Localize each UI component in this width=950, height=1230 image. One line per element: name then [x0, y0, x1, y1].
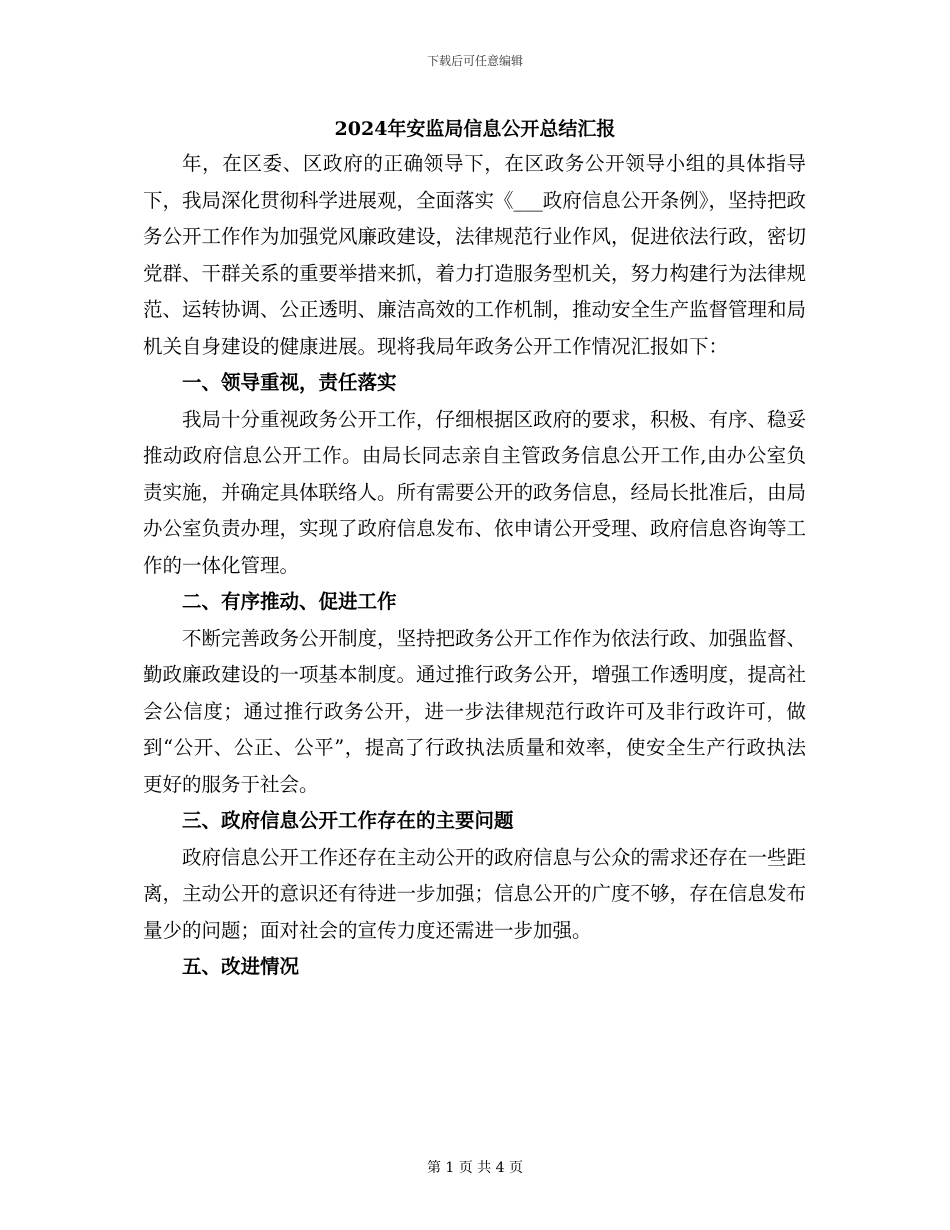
section-paragraph-3: 政府信息公开工作还存在主动公开的政府信息与公众的需求还存在一些距离，主动公开的意识还有待进一步加强；信息公开的广度不够，存在信息发布量少的问题；面对社会的宣传力度还需进一步加强。: [143, 845, 807, 942]
section-heading-2: 二、有序推动、促进工作: [182, 590, 397, 613]
document-body: [143, 146, 806, 986]
section-paragraph-2: 不断完善政务公开制度，坚持把政务公开工作作为依法行政、加强监督、勤政廉政建设的一项基本制度。通过推行政务公开，增强工作透明度，提高社会公信度；通过推行政务公开，进一步法律规范行政许可及非行政许可，做到“公开、公正、公平”，提高了行政执法质量和效率，使安全生产行政执法更好的服务于社会。: [143, 626, 807, 796]
section-heading-3: 三、政府信息公开工作存在的主要问题: [182, 809, 514, 832]
header-note: 下载后可任意编辑: [426, 54, 523, 68]
section-heading-5: 五、改进情况: [182, 955, 300, 978]
section-heading-1: 一、领导重视，责任落实: [182, 371, 397, 394]
document-title: 2024年安监局信息公开总结汇报: [334, 118, 616, 140]
intro-paragraph: 年，在区委、区政府的正确领导下，在区政务公开领导小组的具体指导下，我局深化贯彻科学进展观，全面落实《___政府信息公开条例》，坚持把政务公开工作作为加强党风廉政建设，法律规范行业作风，促进依法行政，密切党群、干群关系的重要举措来抓，着力打造服务型机关，努力构建行为法律规范、运转协调、公正透明、廉洁高效的工作机制，推动安全生产监督管理和局机关自身建设的健康进展。现将我局年政务公开工作情况汇报如下：: [143, 152, 807, 358]
page-number-footer: 第 1 页 共 4 页: [426, 1160, 524, 1176]
section-paragraph-1: 我局十分重视政务公开工作，仔细根据区政府的要求，积极、有序、稳妥推动政府信息公开工作。由局长同志亲自主管政务信息公开工作,由办公室负责实施，并确定具体联络人。所有需要公开的政务信息，经局长批准后，由局办公室负责办理，实现了政府信息发布、依申请公开受理、政府信息咨询等工作的一体化管理。: [143, 407, 807, 577]
